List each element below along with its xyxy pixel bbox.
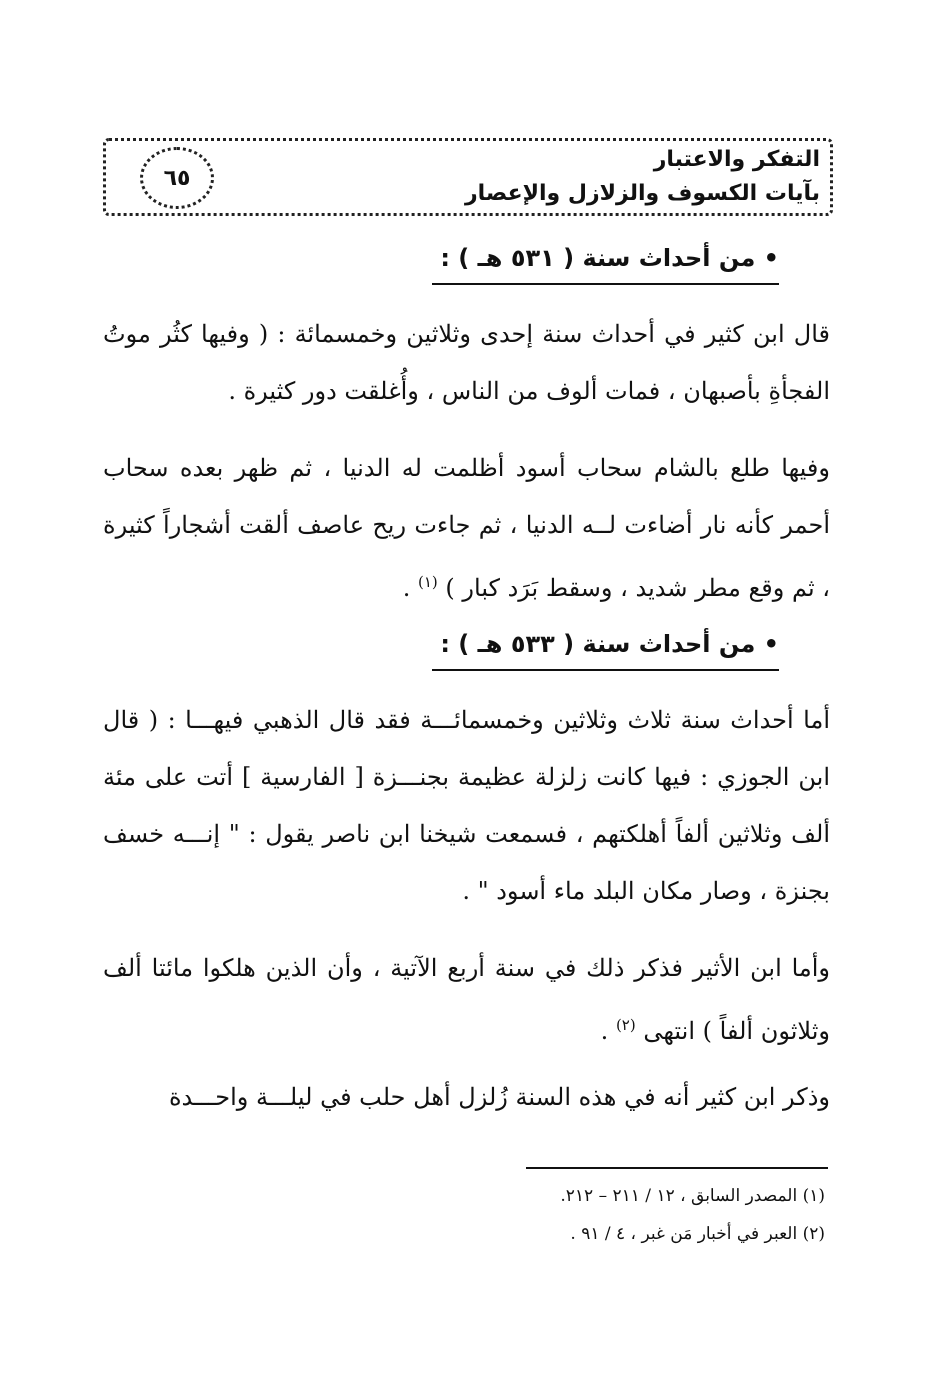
paragraph-1: قال ابن كثير في أحداث سنة إحدى وثلاثين وخمسمائة : ( وفيها كثُر موتُ الفجأةِ بأصبهان ، فمات ألوف من الناس ، وأُغلقت دور كثيرة . <box>103 320 830 405</box>
page-number: ٦٥ <box>140 147 214 209</box>
footnote-ref-2: (٢) <box>615 1016 636 1034</box>
running-header <box>103 138 833 216</box>
footnote-ref-1: (١) <box>418 573 438 591</box>
paragraph-4-end: . <box>600 1017 609 1045</box>
paragraph-4 <box>103 940 830 1060</box>
paragraph-3: أما أحداث سنة ثلاث وثلاثين وخمسمائـــة فقد قال الذهبي فيهـــا : ( قال ابن الجوزي : فيها كانت زلزلة عظيمة بجنـــزة [ الفارسية ] أتت على مئة ألف وثلاثين ألفاً أهلكتهم ، فسمعت شيخنا ابن ناصر يقول : " إنـــه خسف بجنزة ، وصار مكان البلد ماء أسود " . <box>103 706 830 905</box>
section-heading-533: • من أحداث سنة ( ٥٣٣ هـ ) : <box>440 630 779 658</box>
paragraph-2-end: . <box>402 574 411 602</box>
footnote-2: (٢) العبر في أخبار مَن غبر ، ٤ / ٩١ . <box>570 1224 825 1244</box>
paragraph-4-text: وأما ابن الأثير فذكر ذلك في سنة أربع الآتية ، وأن الذين هلكوا مائتا ألف وثلاثون ألفاً ) انتهى <box>103 954 830 1045</box>
book-title: التفكر والاعتبار <box>653 147 820 172</box>
paragraph-2 <box>103 440 830 617</box>
book-subtitle: بآيات الكسوف والزلازل والإعصار <box>465 181 820 206</box>
footnote-1: (١) المصدر السابق ، ١٢ / ٢١١ – ٢١٢. <box>560 1186 825 1206</box>
section-heading-531: • من أحداث سنة ( ٥٣١ هـ ) : <box>440 244 779 272</box>
paragraph-5: وذكر ابن كثير أنه في هذه السنة زُلزل أهل حلب في ليلـــة واحـــدة <box>168 1083 830 1111</box>
paragraph-2-text: وفيها طلع بالشام سحاب أسود أظلمت له الدنيا ، ثم ظهر بعده سحاب أحمر كأنه نار أضاءت لــه الدنيا ، ثم جاءت ريح عاصف ألقت أشجاراً كثيرة ، ثم وقع مطر شديد ، وسقط بَرَد كبار ) <box>103 454 830 602</box>
heading-underline <box>432 669 779 671</box>
footnote-separator <box>526 1167 828 1169</box>
heading-underline <box>432 283 779 285</box>
